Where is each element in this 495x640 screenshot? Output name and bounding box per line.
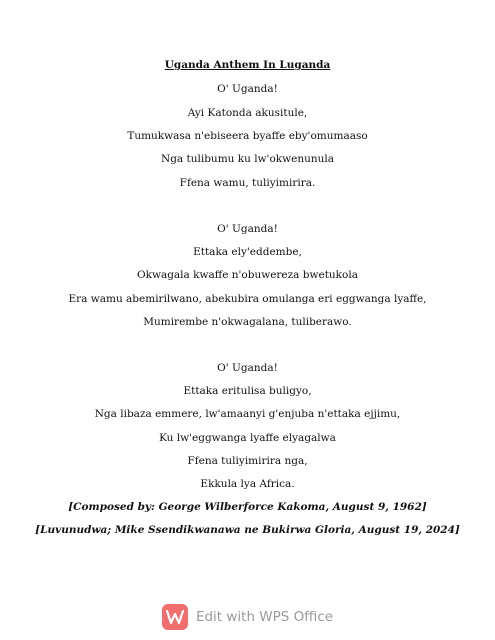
anthem-line: Era wamu abemirilwano, abekubira omulanga eri eggwanga lyaffe,: [68, 293, 427, 305]
document-title: Uganda Anthem In Luganda: [164, 59, 331, 71]
anthem-line: Ayi Katonda akusitule,: [187, 107, 308, 119]
anthem-line: Ekkula lya Africa.: [200, 478, 295, 490]
wps-w-glyph-icon: [166, 609, 184, 625]
wps-watermark[interactable]: [0, 603, 495, 631]
anthem-line: Ettaka eritulisa buligyo,: [183, 385, 312, 397]
translator-credit: [Luvunudwa; Mike Ssendikwanawa ne Bukirwa Gloria, August 19, 2024]: [35, 524, 460, 536]
anthem-line: O' Uganda!: [217, 362, 278, 374]
wps-logo-icon: [162, 604, 188, 630]
wps-watermark-text: Edit with WPS Office: [195, 609, 334, 625]
anthem-line: Tumukwasa n'ebiseera byaffe eby'omumaaso: [127, 130, 368, 142]
anthem-line: Nga tulibumu ku lw'okwenunula: [161, 153, 334, 165]
anthem-line: Ettaka ely'eddembe,: [193, 246, 302, 258]
anthem-line: O' Uganda!: [217, 83, 278, 95]
anthem-line: Nga libaza emmere, lw'amaanyi g'enjuba n'ettaka ejjimu,: [94, 408, 401, 420]
composer-credit: [Composed by: George Wilberforce Kakoma, August 9, 1962]: [68, 501, 427, 513]
anthem-line: Ku lw'eggwanga lyaffe elyagalwa: [159, 432, 336, 444]
anthem-line: O' Uganda!: [217, 223, 278, 235]
anthem-line: Okwagala kwaffe n'obuwereza bwetukola: [136, 269, 358, 281]
anthem-line: Mumirembe n'okwagalana, tuliberawo.: [143, 316, 352, 328]
anthem-line: Ffena tuliyimirira nga,: [187, 455, 308, 467]
anthem-line: Ffena wamu, tuliyimirira.: [179, 177, 316, 189]
